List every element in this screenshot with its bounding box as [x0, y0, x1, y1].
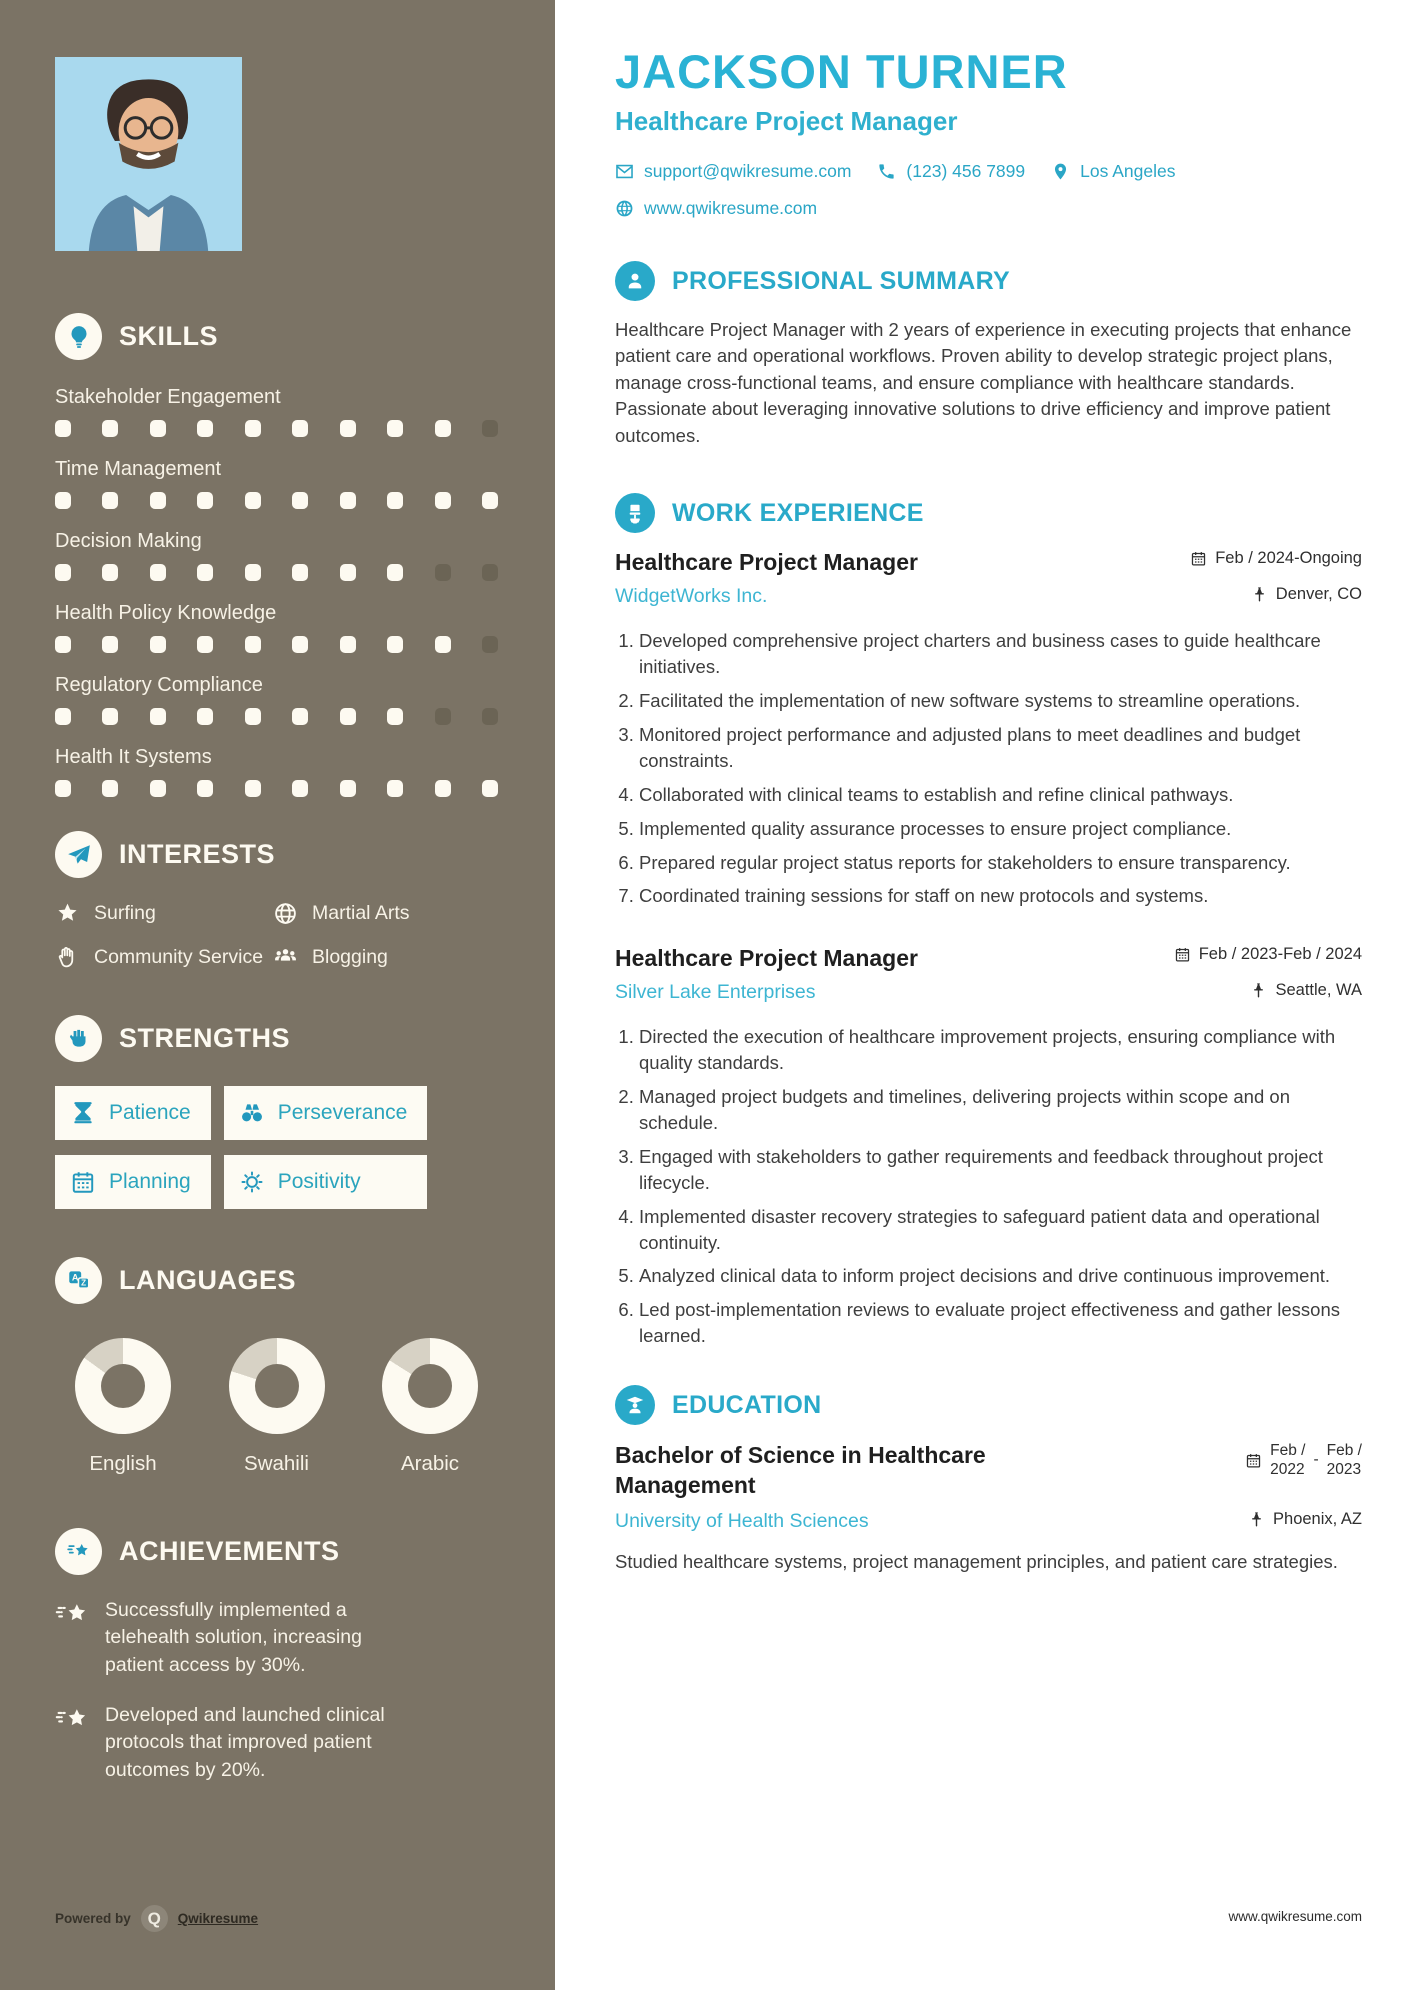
lightbulb-icon [55, 313, 102, 360]
job-bullet: 4. Collaborated with clinical teams to establish and refine clinical pathways. [639, 782, 1362, 808]
language-label: Arabic [400, 1451, 460, 1475]
achievement-text: Developed and launched clinical protocols that improved patient outcomes by 20%. [105, 1703, 385, 1782]
interests-title: INTERESTS [119, 839, 276, 869]
job-dates [1174, 945, 1362, 964]
job-bullet: 5. Implemented quality assurance processes to ensure project compliance. [639, 816, 1362, 842]
skill-level-dot [435, 780, 451, 797]
interest-label: Blogging [312, 946, 388, 969]
skill-level-dot [197, 708, 213, 725]
hourglass-icon [70, 1100, 96, 1126]
skill-level-dot [102, 564, 118, 581]
phone-icon [877, 162, 896, 181]
job-title-row [615, 945, 1362, 972]
skill-level-dot [387, 492, 403, 509]
interest-label: Martial Arts [312, 902, 410, 924]
job-location [1251, 585, 1362, 604]
strength-chip [55, 1086, 211, 1140]
profile-photo-illustration [55, 57, 242, 251]
skill-label: Stakeholder Engagement [55, 386, 281, 408]
interest-item [273, 900, 498, 926]
translate-icon [55, 1257, 102, 1304]
qwikresume-link[interactable]: Qwikresume [177, 1911, 259, 1926]
achievements-title: ACHIEVEMENTS [119, 1535, 340, 1566]
pushpin-icon [1248, 1511, 1265, 1528]
skills-section [55, 313, 498, 797]
sidebar [0, 0, 555, 1990]
skill-label: Decision Making [55, 530, 202, 552]
edu-to-year: 2023 [1326, 1461, 1362, 1479]
skill-level-dots [55, 420, 498, 437]
job-bullets [615, 628, 1362, 909]
skill-item [55, 386, 498, 437]
skill-level-dot [197, 492, 213, 509]
job-location-value: Denver, CO [1275, 585, 1362, 604]
calendar-icon [1174, 946, 1191, 963]
strength-label: Planning [109, 1169, 191, 1193]
skill-level-dot [387, 420, 403, 437]
skill-level-dot [55, 636, 71, 653]
skill-level-dot [55, 708, 71, 725]
languages-header [55, 1257, 498, 1304]
language-label: Swahili [244, 1451, 309, 1475]
achievement-item [55, 1702, 498, 1785]
skills-header [55, 313, 498, 360]
skill-level-dot [340, 780, 356, 797]
skill-level-dot [150, 420, 166, 437]
skill-level-dot [340, 420, 356, 437]
school-name[interactable]: University of Health Sciences [615, 1509, 869, 1532]
language-donut [75, 1338, 171, 1434]
job-title-row [615, 549, 1362, 576]
skill-item [55, 674, 498, 725]
job-entry [615, 549, 1362, 909]
job-dates-value: Feb / 2024-Ongoing [1215, 549, 1362, 568]
strength-chip [224, 1155, 428, 1209]
interest-label: Community Service [94, 946, 264, 969]
job-company-row [615, 576, 1362, 608]
language-item [63, 1338, 183, 1476]
website-item [615, 198, 817, 219]
skill-level-dot [197, 420, 213, 437]
email-item [615, 161, 851, 182]
paper-plane-icon [55, 831, 102, 878]
skill-level-dot [150, 636, 166, 653]
location-value: Los Angeles [1080, 161, 1176, 181]
strength-chip [55, 1155, 211, 1209]
person-icon [615, 261, 655, 301]
skill-level-dot [55, 492, 71, 509]
strength-label: Positivity [277, 1169, 361, 1193]
skill-level-dot [245, 780, 261, 797]
skill-level-dot [245, 564, 261, 581]
job-bullet: 2. Facilitated the implementation of new software systems to streamline operations. [639, 688, 1362, 714]
strengths-title: STRENGTHS [119, 1022, 291, 1053]
skill-level-dot [150, 780, 166, 797]
skills-list [55, 386, 498, 797]
language-item [370, 1338, 490, 1476]
education-header [615, 1385, 1362, 1425]
job-dates [1190, 549, 1362, 568]
skill-level-dot [197, 564, 213, 581]
job-bullet: 1. Directed the execution of healthcare improvement projects, ensuring compliance with quality standards. [639, 1024, 1362, 1076]
summary-header [615, 261, 1362, 301]
person-name: JACKSON TURNER [615, 45, 1068, 98]
skill-level-dot [245, 420, 261, 437]
skill-level-dots [55, 492, 498, 509]
education-dates [1245, 1441, 1362, 1480]
skill-level-dot [387, 780, 403, 797]
edu-from-year: 2022 [1270, 1461, 1305, 1479]
skill-level-dot [150, 564, 166, 581]
skills-title: SKILLS [119, 321, 219, 351]
job-bullet: 1. Developed comprehensive project charters and business cases to guide healthcare initiatives. [639, 628, 1362, 680]
office-chair-icon [615, 493, 655, 533]
skill-level-dot [292, 780, 308, 797]
donut-hole [408, 1364, 452, 1408]
skill-level-dot [387, 564, 403, 581]
language-donut [229, 1338, 325, 1434]
skill-level-dot [292, 708, 308, 725]
skill-level-dot [150, 492, 166, 509]
skill-level-dot [435, 492, 451, 509]
experience-header [615, 493, 1362, 533]
skill-label: Health It Systems [55, 746, 212, 768]
calendar-icon [1190, 550, 1207, 567]
binoculars-icon [239, 1100, 265, 1126]
job-bullet: 5. Analyzed clinical data to inform project decisions and drive continuous improvement. [639, 1263, 1362, 1289]
svg-text:Z: Z [80, 1278, 86, 1288]
language-donut [382, 1338, 478, 1434]
interests-list [55, 900, 498, 971]
skill-level-dot [340, 492, 356, 509]
people-icon [273, 945, 298, 970]
skill-level-dot [55, 420, 71, 437]
skill-level-dots [55, 636, 498, 653]
education-description: Studied healthcare systems, project management principles, and patient care strategies. [615, 1550, 1338, 1572]
skill-level-dot [435, 420, 451, 437]
skill-level-dot [55, 780, 71, 797]
job-location-value: Seattle, WA [1275, 981, 1362, 1000]
skill-level-dot [150, 708, 166, 725]
skill-level-dot [102, 780, 118, 797]
shooting-star-icon [55, 1599, 89, 1629]
powered-by-label: Powered by [55, 1911, 131, 1926]
profile-photo [55, 57, 242, 251]
skill-level-dots [55, 780, 498, 797]
jobs-list [615, 549, 1362, 1349]
phone-item [877, 161, 1025, 182]
envelope-icon [615, 162, 634, 181]
website-row [615, 198, 1362, 219]
languages-list [55, 1338, 498, 1476]
education-section [615, 1385, 1362, 1575]
achievements-header [55, 1528, 498, 1575]
strengths-list [55, 1086, 498, 1209]
skill-level-dot [292, 636, 308, 653]
job-company-row [615, 972, 1362, 1004]
skill-level-dot [197, 636, 213, 653]
interest-item [55, 900, 273, 926]
powered-by-footer [55, 1905, 258, 1932]
skill-item [55, 602, 498, 653]
pushpin-icon [1251, 586, 1268, 603]
calendar-icon [1245, 1452, 1262, 1469]
skill-level-dot [482, 636, 498, 653]
interest-item [273, 944, 498, 970]
job-bullet: 7. Coordinated training sessions for staff on new protocols and systems. [639, 883, 1362, 909]
location-item [1051, 161, 1175, 182]
interest-item [55, 944, 273, 970]
phone-value[interactable]: (123) 456 7899 [906, 161, 1026, 181]
education-location [1248, 1510, 1362, 1529]
edu-from-month: Feb / [1270, 1442, 1306, 1460]
skill-level-dot [292, 492, 308, 509]
globe-icon [615, 199, 634, 218]
education-row [615, 1441, 1362, 1501]
svg-text:A: A [71, 1272, 79, 1283]
summary-section [615, 261, 1362, 449]
strengths-header [55, 1015, 498, 1062]
donut-hole [101, 1364, 145, 1408]
skill-level-dot [245, 492, 261, 509]
skill-level-dot [435, 636, 451, 653]
strength-label: Patience [109, 1100, 191, 1124]
pushpin-icon [1250, 982, 1267, 999]
person-title: Healthcare Project Manager [615, 106, 958, 136]
job-bullet: 3. Engaged with stakeholders to gather requirements and feedback throughout project lifecycle. [639, 1144, 1362, 1196]
interests-header [55, 831, 498, 878]
edu-date-separator: - [1313, 1451, 1319, 1469]
skill-level-dot [435, 708, 451, 725]
skill-level-dot [482, 492, 498, 509]
skill-level-dot [102, 636, 118, 653]
skill-level-dot [55, 564, 71, 581]
skill-label: Health Policy Knowledge [55, 602, 277, 624]
skill-level-dot [340, 636, 356, 653]
skill-level-dot [292, 564, 308, 581]
skill-item [55, 746, 498, 797]
skill-level-dot [102, 492, 118, 509]
job-bullets [615, 1024, 1362, 1349]
skill-level-dot [340, 708, 356, 725]
location-pin-icon [1051, 162, 1070, 181]
skill-level-dot [482, 564, 498, 581]
skill-level-dots [55, 564, 498, 581]
interest-label: Surfing [94, 902, 156, 924]
donut-hole [255, 1364, 299, 1408]
experience-title: WORK EXPERIENCE [672, 498, 924, 527]
language-item [217, 1338, 337, 1476]
skill-item [55, 458, 498, 509]
job-entry [615, 945, 1362, 1349]
summary-text: Healthcare Project Manager with 2 years of experience in executing projects that enhance patient care and operational workflows. Proven ability to develop strategic project plans, manage cross-functional teams, and ensure compliance with healthcare standards. Passionate about leveraging innovative solutions to drive efficiency and improve patient outcomes. [615, 319, 1352, 446]
experience-section [615, 493, 1362, 1349]
edu-to-month: Feb / [1326, 1442, 1362, 1460]
achievement-item [55, 1597, 498, 1680]
website-value[interactable]: www.qwikresume.com [644, 198, 818, 218]
skill-level-dot [482, 708, 498, 725]
achievements-list [55, 1597, 498, 1785]
languages-section [55, 1257, 498, 1476]
calendar-icon [70, 1169, 96, 1195]
contact-row [615, 161, 1362, 182]
job-role: Healthcare Project Manager [615, 549, 918, 576]
job-bullet: 2. Managed project budgets and timelines, delivering projects within scope and on schedule. [639, 1084, 1362, 1136]
skill-level-dot [340, 564, 356, 581]
skill-level-dot [197, 780, 213, 797]
job-bullet: 4. Implemented disaster recovery strategies to safeguard patient data and operational continuity. [639, 1204, 1362, 1256]
qwikresume-logo: Q [141, 1905, 168, 1932]
summary-title: PROFESSIONAL SUMMARY [672, 266, 1010, 295]
company-name[interactable]: Silver Lake Enterprises [615, 981, 816, 1004]
job-bullet: 6. Prepared regular project status reports for stakeholders to ensure transparency. [639, 850, 1362, 876]
skill-level-dot [435, 564, 451, 581]
education-subrow [615, 1501, 1362, 1533]
job-bullet: 3. Monitored project performance and adjusted plans to meet deadlines and budget constraints. [639, 722, 1362, 774]
skill-level-dot [292, 420, 308, 437]
language-label: English [89, 1451, 157, 1475]
fist-icon [55, 1015, 102, 1062]
skill-label: Time Management [55, 458, 221, 480]
skill-level-dot [102, 420, 118, 437]
shooting-star-icon [55, 1704, 89, 1734]
skill-level-dot [245, 636, 261, 653]
hand-icon [55, 945, 80, 970]
graduate-icon [615, 1385, 655, 1425]
strength-label: Perseverance [277, 1100, 408, 1124]
skill-label: Regulatory Compliance [55, 674, 263, 696]
job-location [1250, 981, 1362, 1000]
skill-level-dot [387, 636, 403, 653]
skill-item [55, 530, 498, 581]
shooting-star-icon [55, 1528, 102, 1575]
strength-chip [224, 1086, 428, 1140]
email-value[interactable]: support@qwikresume.com [644, 161, 852, 181]
interests-section [55, 831, 498, 971]
job-bullet: 6. Led post-implementation reviews to evaluate project effectiveness and gather lessons learned. [639, 1297, 1362, 1349]
strengths-section [55, 1015, 498, 1209]
skill-level-dot [482, 780, 498, 797]
achievement-text: Successfully implemented a telehealth solution, increasing patient access by 30%. [105, 1598, 362, 1676]
languages-title: LANGUAGES [119, 1264, 297, 1295]
job-role: Healthcare Project Manager [615, 945, 918, 972]
globe-icon [273, 901, 298, 926]
skill-level-dot [102, 708, 118, 725]
degree-title: Bachelor of Science in Healthcare Management [615, 1442, 986, 1498]
education-location-value: Phoenix, AZ [1273, 1509, 1362, 1528]
main-column [555, 0, 1407, 1990]
skill-level-dot [482, 420, 498, 437]
achievements-section [55, 1528, 498, 1785]
skill-level-dots [55, 708, 498, 725]
company-name[interactable]: WidgetWorks Inc. [615, 585, 768, 608]
education-title: EDUCATION [672, 1390, 822, 1419]
skill-level-dot [387, 708, 403, 725]
star-icon [55, 901, 80, 926]
sun-icon [239, 1169, 265, 1195]
job-dates-value: Feb / 2023-Feb / 2024 [1198, 945, 1362, 964]
skill-level-dot [245, 708, 261, 725]
footer-website[interactable]: www.qwikresume.com [1228, 1909, 1362, 1924]
